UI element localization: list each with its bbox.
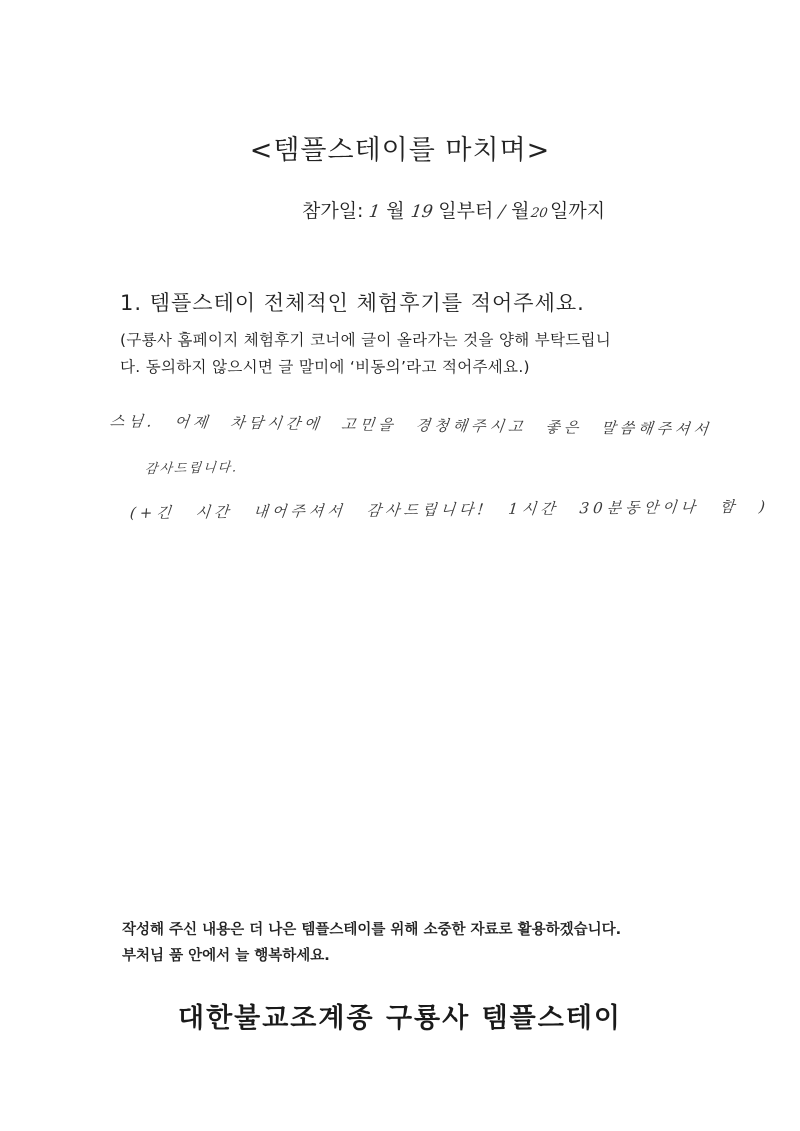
start-month-handwritten: 1 <box>368 202 382 222</box>
period-label: 참가일: <box>302 200 364 222</box>
handwritten-answer-line-1: 스님. 어제 차담시간에 고민을 경청해주시고 좋은 말씀해주셔서 <box>108 412 714 439</box>
end-day-handwritten: 20 <box>530 206 550 221</box>
end-month-handwritten: / <box>497 202 507 222</box>
participation-period <box>302 196 605 223</box>
document-title: <템플스테이를 마치며> <box>249 135 551 166</box>
start-day-handwritten: 19 <box>409 202 434 222</box>
organization-name: 대한불교조계종 구룡사 템플스테이 <box>177 1003 623 1034</box>
consent-notice-line-2: 다. 동의하지 않으시면 글 말미에 ‘비동의’라고 적어주세요.) <box>120 358 530 376</box>
month-unit-1: 월 <box>386 200 405 222</box>
from-text: 일부터 <box>438 200 494 222</box>
to-text: 일까지 <box>550 200 606 222</box>
consent-notice-line-1: (구룡사 홈페이지 체험후기 코너에 글이 올라가는 것을 양해 부탁드립니 <box>120 331 612 349</box>
handwritten-answer-line-2: 감사드립니다. <box>144 460 239 478</box>
footer-message-line-1: 작성해 주신 내용은 더 나은 템플스테이를 위해 소중한 자료로 활용하겠습니다. <box>122 922 622 938</box>
month-unit-2: 월 <box>511 200 530 222</box>
question-heading: 1. 템플스테이 전체적인 체험후기를 적어주세요. <box>120 291 585 315</box>
handwritten-answer-line-3: (+긴 시간 내어주셔서 감사드립니다! 1시간 30분동안이나 함 ) <box>129 497 770 523</box>
footer-message-line-2: 부처님 품 안에서 늘 행복하세요. <box>122 948 330 964</box>
